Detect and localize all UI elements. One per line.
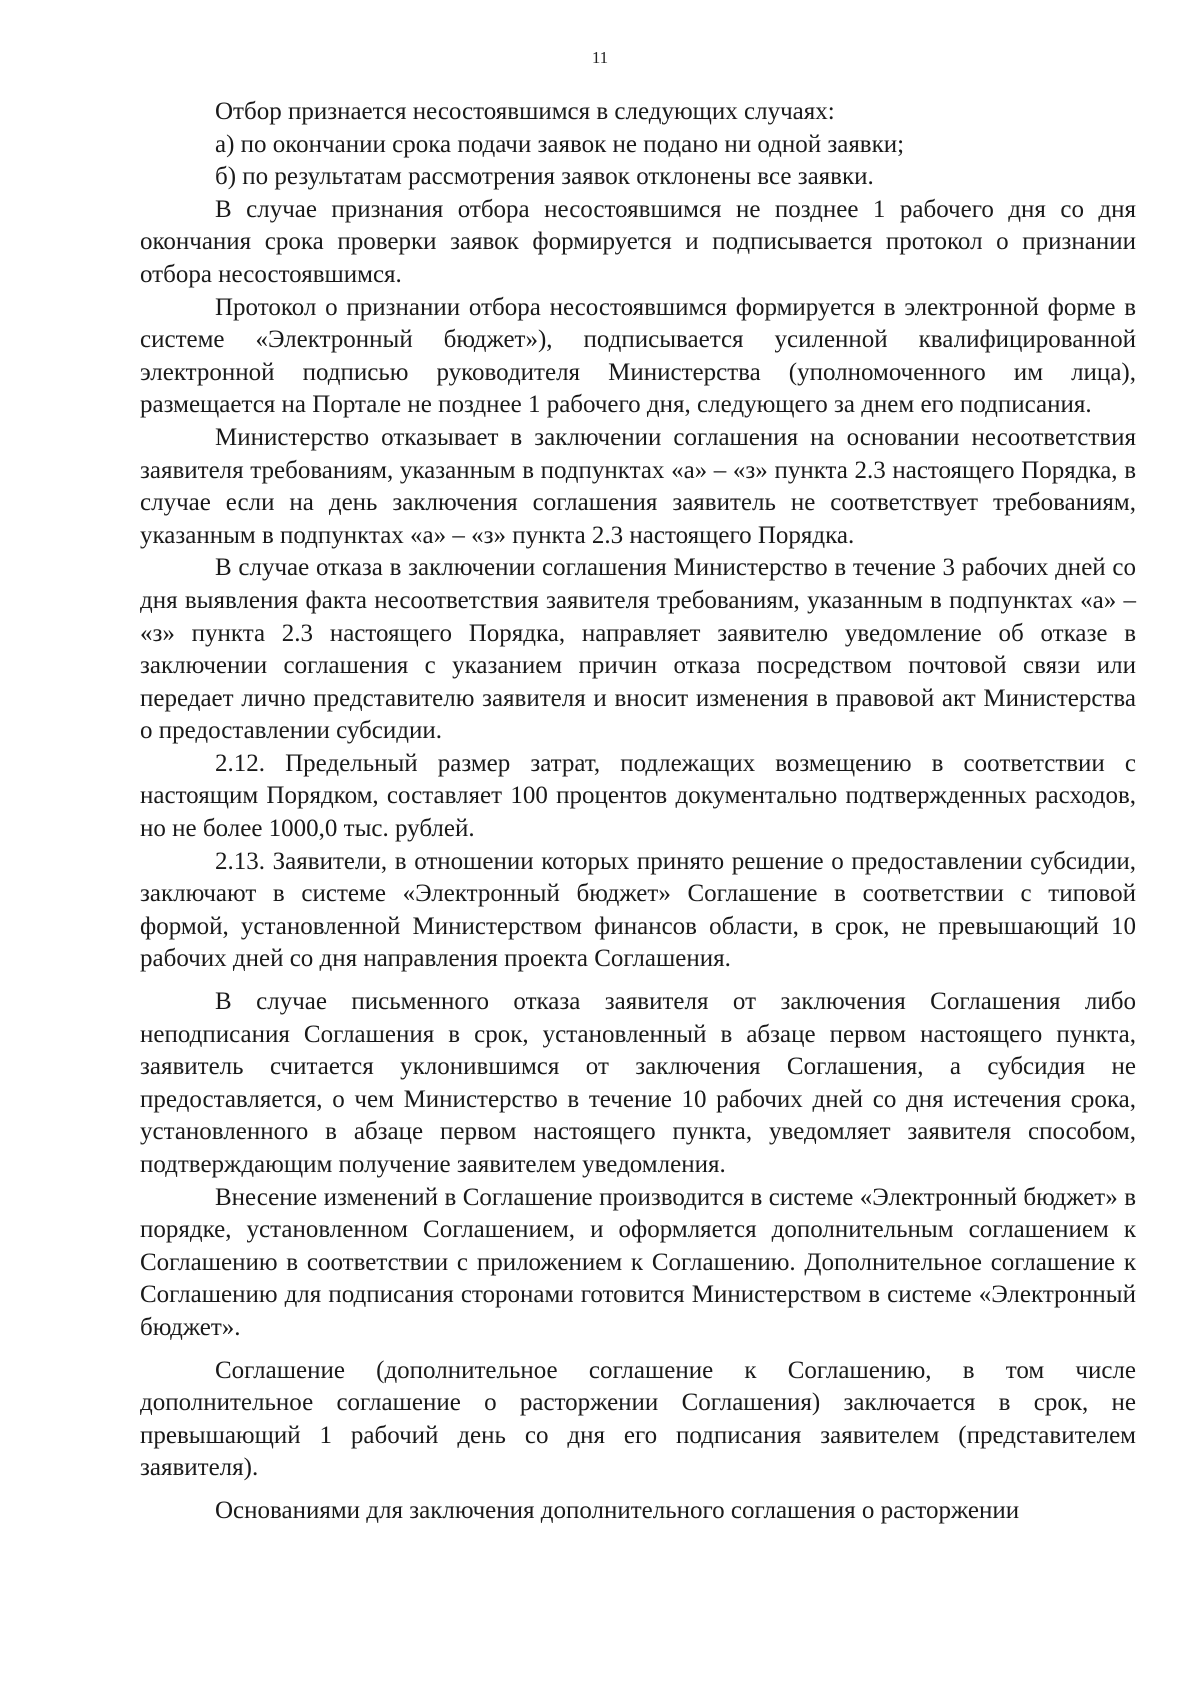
list-item: а) по окончании срока подачи заявок не подано ни одной заявки; [215, 130, 905, 158]
list-item: б) по результатам рассмотрения заявок отклонены все заявки. [215, 163, 874, 191]
paragraph: В случае признания отбора несостоявшимся не позднее 1 рабочего дня со дня окончания срока проверки заявок формируется и подписывается протокол о признании отбора несостоявшимся. [140, 195, 1136, 288]
section-2-12: 2.12. Предельный размер затрат, подлежащих возмещению в соответствии с настоящим Порядком, составляет 100 процентов документально подтвержденных расходов, но не более 1000,0 тыс. рублей. [140, 749, 1136, 843]
paragraph: Внесение изменений в Соглашение производится в системе «Электронный бюджет» в порядке, установленном Соглашением, и оформляется дополнительным соглашением к Соглашению в соответствии с приложением к Соглашению. Дополнительное соглашение к Соглашению для подписания сторонами готовится Министерством в системе «Электронный бюджет». [140, 1183, 1136, 1341]
section-2-13: 2.13. Заявители, в отношении которых принято решение о предоставлении субсидии, заключают в системе «Электронный бюджет» Соглашение в соответствии с типовой формой, установленной Министерством финансов области, в срок, не превышающий 10 рабочих дней со дня направления проекта Соглашения. [140, 847, 1136, 973]
paragraph: Соглашение (дополнительное соглашение к Соглашению, в том числе дополнительное соглашение о расторжении Соглашения) заключается в срок, не превышающий 1 рабочий день со дня его подписания заявителем (представителем заявителя). [140, 1356, 1136, 1482]
paragraph: Министерство отказывает в заключении соглашения на основании несоответствия заявителя требованиям, указанным в подпунктах «а» – «з» пункта 2.3 настоящего Порядка, в случае если на день заключения соглашения заявитель не соответствует требованиям, указанным в подпунктах «а» – «з» пункта 2.3 настоящего Порядка. [140, 423, 1136, 549]
paragraph: В случае письменного отказа заявителя от заключения Соглашения либо неподписания Соглашения в срок, установленный в абзаце первом настоящего пункта, заявитель считается уклонившимся от заключения Соглашения, а субсидия не предоставляется, о чем Министерство в течение 10 рабочих дней со дня истечения срока, установленного в абзаце первом настоящего пункта, уведомляет заявителя способом, подтверждающим получение заявителем уведомления. [140, 988, 1136, 1178]
paragraph: Отбор признается несостоявшимся в следующих случаях: [215, 98, 835, 125]
paragraph: В случае отказа в заключении соглашения Министерство в течение 3 рабочих дней со дня выявления факта несоответствия заявителя требованиям, указанным в подпунктах «а» – «з» пункта 2.3 настоящего Порядка, направляет заявителю уведомление об отказе в заключении соглашения с указанием причин отказа посредством почтовой связи или передает лично представителю заявителя и вносит изменения в правовой акт Министерства о предоставлении субсидии. [140, 554, 1136, 745]
page-number: 11 [591, 48, 609, 67]
document-body [140, 96, 1136, 1528]
paragraph: Основаниями для заключения дополнительного соглашения о расторжении [215, 1496, 1020, 1524]
paragraph: Протокол о признании отбора несостоявшимся формируется в электронной форме в системе «Электронный бюджет»), подписывается усиленной квалифицированной электронной подписью руководителя Министерства (уполномоченного им лица), размещается на Портале не позднее 1 рабочего дня, следующего за днем его подписания. [140, 293, 1136, 419]
